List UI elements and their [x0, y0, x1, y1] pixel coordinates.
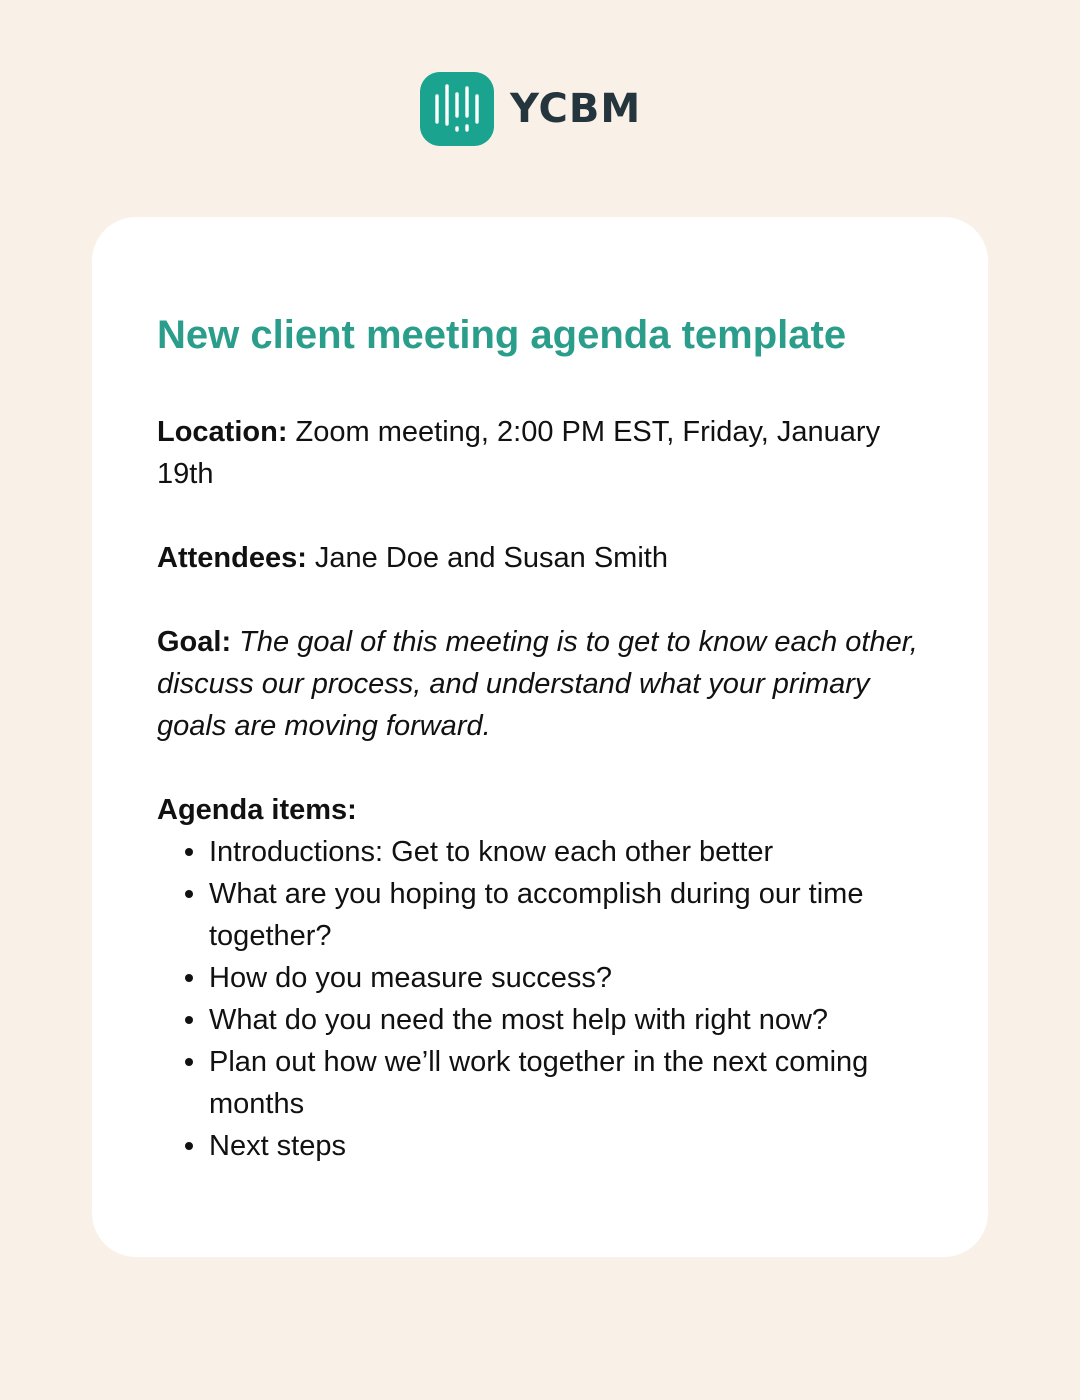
- agenda-item: [157, 999, 937, 1041]
- location-line: [157, 411, 937, 495]
- agenda-item-text: What do you need the most help with right now?: [209, 1004, 829, 1036]
- agenda-card: [92, 217, 988, 1257]
- brand-name: YCBM: [510, 86, 642, 132]
- agenda-item-text: What are you hoping to accomplish during our time together?: [209, 878, 864, 952]
- attendees-label: Attendees:: [157, 542, 307, 574]
- attendees-line: [157, 537, 937, 579]
- ycbm-logo-icon: [420, 72, 494, 146]
- goal-line: [157, 621, 937, 747]
- bullet-icon: [185, 1142, 193, 1150]
- page-title: New client meeting agenda template: [157, 313, 847, 357]
- agenda-content: [157, 411, 937, 1167]
- goal-label: Goal:: [157, 626, 232, 658]
- agenda-list: [157, 831, 937, 1167]
- attendees-value: Jane Doe and Susan Smith: [306, 542, 668, 574]
- agenda-item-text: Introductions: Get to know each other better: [209, 836, 774, 868]
- agenda-item-text: How do you measure success?: [209, 962, 612, 994]
- location-value: Zoom meeting, 2:00 PM EST, Friday, January 19th: [157, 416, 881, 490]
- brand-logo: [420, 72, 641, 146]
- agenda-item: [157, 1041, 937, 1125]
- agenda-item: [157, 831, 937, 873]
- bullet-icon: [185, 890, 193, 898]
- location-label: Location:: [157, 416, 288, 448]
- bullet-icon: [185, 1016, 193, 1024]
- agenda-heading: Agenda items:: [157, 794, 357, 826]
- bullet-icon: [185, 1058, 193, 1066]
- bullet-icon: [185, 974, 193, 982]
- agenda-item: [157, 873, 937, 957]
- goal-value: The goal of this meeting is to get to know each other, discuss our process, and understand what your primary goals are moving forward.: [157, 626, 918, 742]
- agenda-item-text: Next steps: [209, 1130, 346, 1162]
- bullet-icon: [185, 848, 193, 856]
- agenda-item: [157, 1125, 937, 1167]
- agenda-item-text: Plan out how we’ll work together in the next coming months: [209, 1046, 869, 1120]
- agenda-item: [157, 957, 937, 999]
